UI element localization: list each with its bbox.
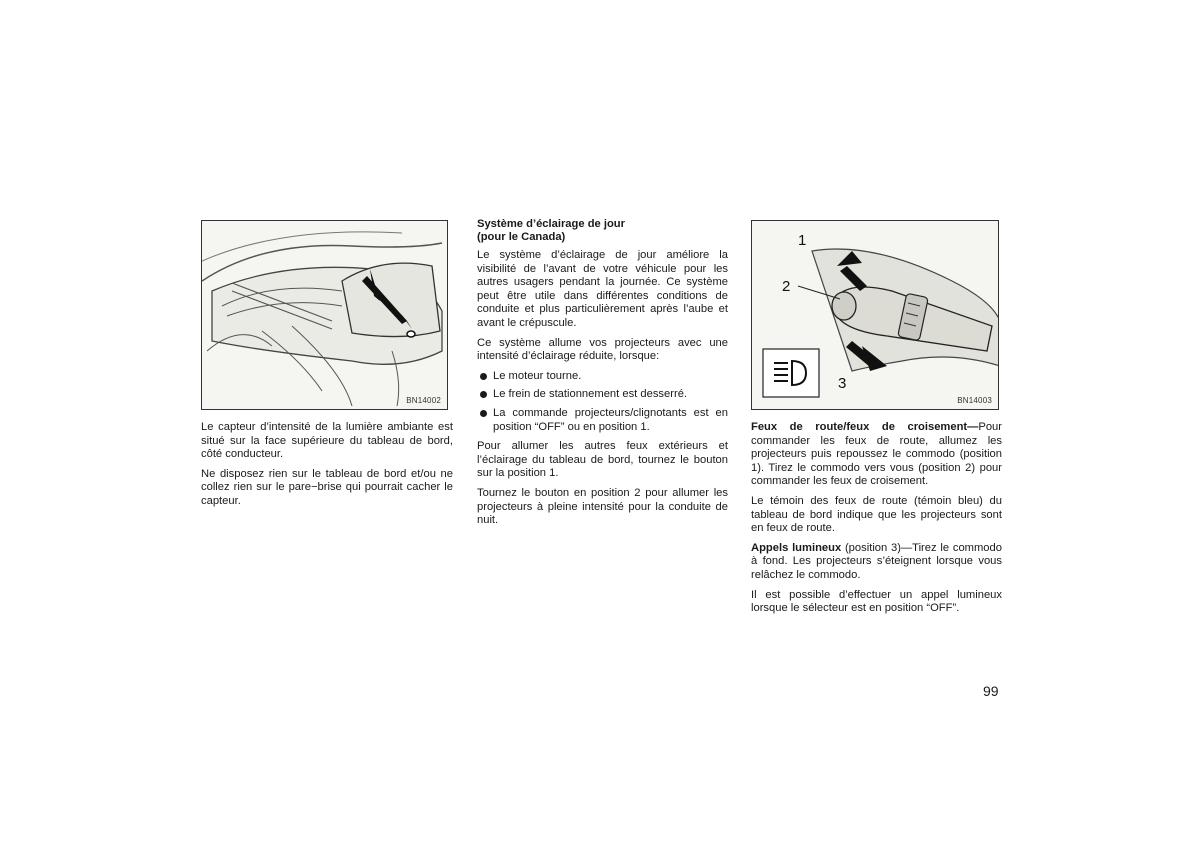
high-low-beam-paragraph: Feux de route/feux de croisement—Pour commander les feux de route, allumez les projecteurs puis repoussez le commodo (position 1). Tirez le commodo vers vous (position 2) pour commander les feux de croisement.	[751, 421, 1002, 488]
page-number: 99	[983, 683, 999, 699]
bullet-icon	[480, 373, 487, 380]
heading-line-2: (pour le Canada)	[477, 231, 566, 243]
high-low-beam-heading: Feux de route/feux de croisement—	[751, 421, 979, 433]
heading-line-1: Système d’éclairage de jour	[477, 218, 625, 230]
flash-heading: Appels lumineux	[751, 541, 842, 554]
bullet-icon	[480, 391, 487, 398]
stalk-label-1: 1	[798, 232, 807, 249]
bullet-icon	[480, 410, 487, 417]
drl-conditions-list	[477, 370, 728, 434]
list-item: Le frein de stationnement est desserré.	[477, 388, 728, 402]
drl-intro-paragraph: Le système d’éclairage de jour améliore la visibilité de l’avant de votre véhicule pour les autres usagers pendant la journée. Ce système peut être utile dans différentes conditions de conduite et plus particulièrement après l’aube et avant le crépuscule.	[477, 249, 728, 329]
figure-code: BN14003	[957, 396, 992, 405]
dashboard-sensor-illustration	[201, 220, 448, 410]
figure-code: BN14002	[406, 396, 441, 405]
right-column	[751, 421, 1002, 622]
stalk-label-2: 2	[782, 278, 791, 295]
exterior-lights-paragraph: Pour allumer les autres feux extérieurs et l’éclairage du tableau de bord, tournez le bouton sur la position 1.	[477, 440, 728, 480]
full-intensity-paragraph: Tournez le bouton en position 2 pour allumer les projecteurs à pleine intensité pour la conduite de nuit.	[477, 486, 728, 527]
sensor-location-paragraph: Le capteur d’intensité de la lumière ambiante est situé sur la face supérieure du tableau de bord, côté conducteur.	[201, 421, 453, 461]
flash-paragraph: Appels lumineux (position 3)—Tirez le commodo à fond. Les projecteurs s’éteignent lorsque vous relâchez le commodo.	[751, 541, 1002, 581]
stalk-drawing	[752, 221, 999, 410]
left-column	[201, 421, 453, 515]
high-beam-indicator-paragraph: Le témoin des feux de route (témoin bleu) du tableau de bord indique que les projecteurs sont en feux de route.	[751, 494, 1002, 535]
middle-column	[477, 218, 728, 534]
list-item: La commande projecteurs/clignotants est en position “OFF” ou en position 1.	[477, 407, 728, 434]
stalk-label-3: 3	[838, 375, 847, 392]
dashboard-drawing	[202, 221, 448, 410]
sensor-warning-paragraph: Ne disposez rien sur le tableau de bord et/ou ne collez rien sur le pare−brise qui pourrait cacher le capteur.	[201, 467, 453, 507]
flash-off-paragraph: Il est possible d’effectuer un appel lumineux lorsque le sélecteur est en position “OFF”.	[751, 588, 1002, 615]
drl-conditions-paragraph: Ce système allume vos projecteurs avec une intensité d’éclairage réduite, lorsque:	[477, 336, 728, 363]
headlight-stalk-illustration	[751, 220, 999, 410]
list-item: Le moteur tourne.	[477, 370, 728, 384]
section-heading	[477, 218, 728, 244]
